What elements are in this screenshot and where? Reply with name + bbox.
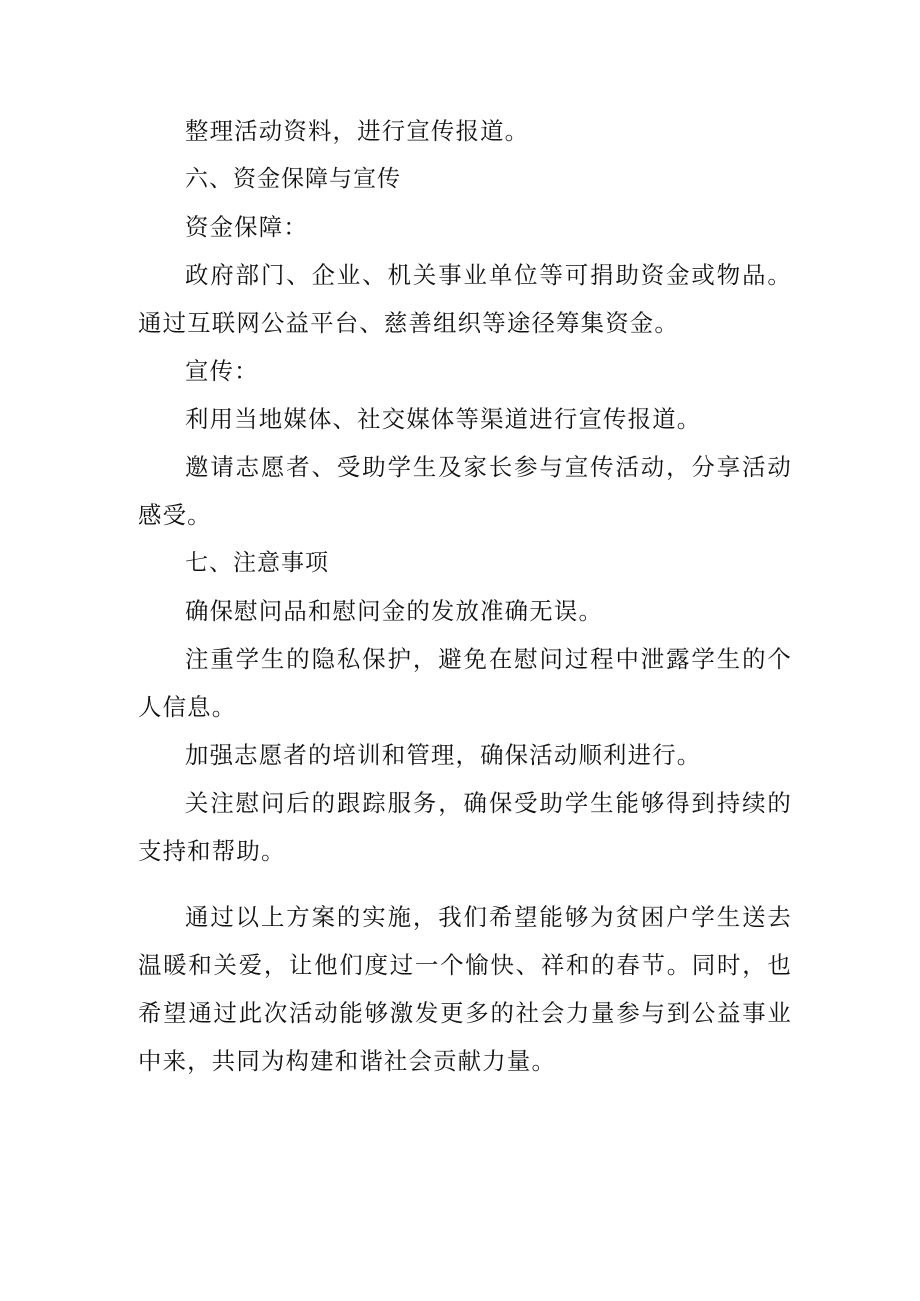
section-heading-six: 六、资金保障与宣传 (185, 166, 401, 192)
paragraph-note-3: 加强志愿者的培训和管理，确保活动顺利进行。 (185, 741, 702, 769)
document-body (138, 107, 792, 1085)
paragraph-note-1: 确保慰问品和慰问金的发放准确无误。 (185, 597, 604, 625)
paragraph-note-4: 关注慰问后的跟踪服务，确保受助学生能够得到持续的支持和帮助。 (138, 789, 792, 865)
paragraph-conclusion: 通过以上方案的实施，我们希望能够为贫困户学生送去温暖和关爱，让他们度过一个愉快、祥和的春节。同时，也希望通过此次活动能够激发更多的社会力量参与到公益事业中来，共同为构建和谐社会贡献力量。 (138, 903, 792, 1075)
paragraph-publicity-1: 利用当地媒体、社交媒体等渠道进行宣传报道。 (185, 405, 702, 433)
paragraph-note-2: 注重学生的隐私保护，避免在慰问过程中泄露学生的个人信息。 (138, 645, 792, 721)
paragraph-intro: 整理活动资料，进行宣传报道。 (185, 117, 530, 145)
paragraph-funding-text: 政府部门、企业、机关事业单位等可捐助资金或物品。通过互联网公益平台、慈善组织等途径筹集资金。 (138, 261, 792, 337)
paragraph-funding-label: 资金保障： (185, 213, 308, 241)
paragraph-publicity-label: 宣传： (185, 357, 259, 385)
section-heading-seven: 七、注意事项 (185, 550, 329, 576)
paragraph-spacer (138, 875, 792, 893)
paragraph-publicity-2: 邀请志愿者、受助学生及家长参与宣传活动，分享活动感受。 (138, 453, 792, 529)
